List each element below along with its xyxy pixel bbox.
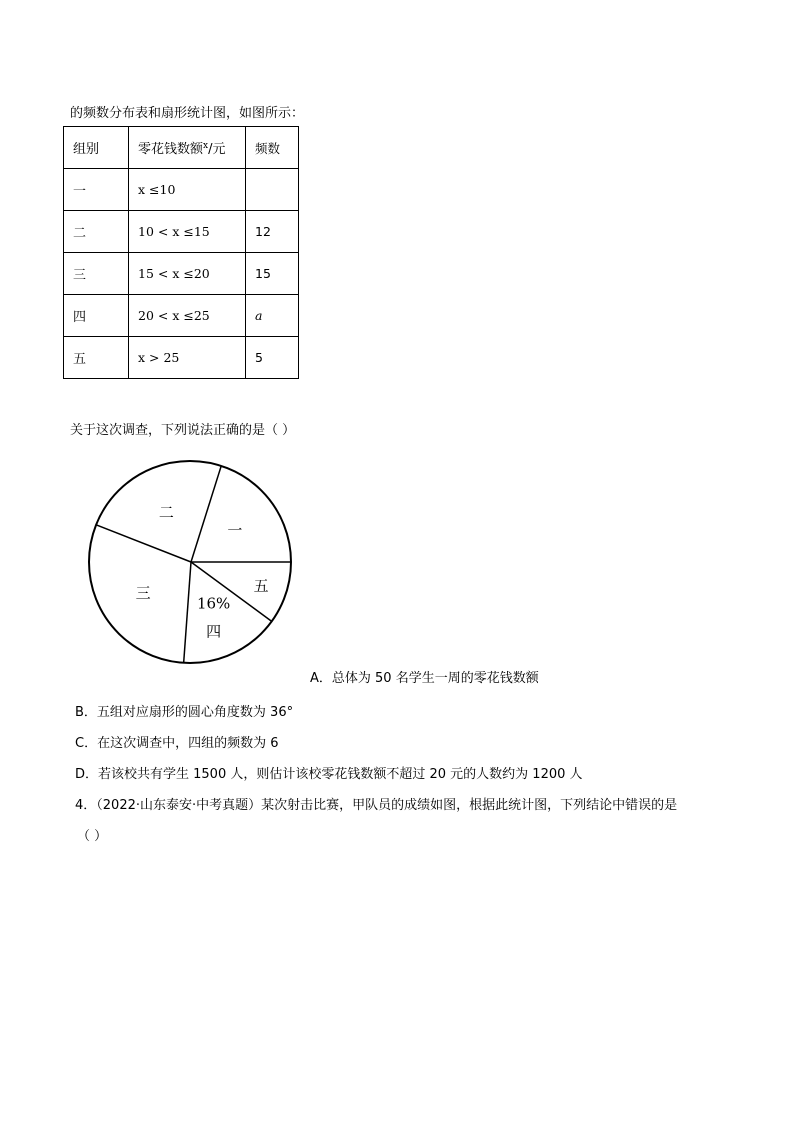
pie-annotation-label: 16% (196, 594, 231, 613)
pie-slice-boundary (184, 562, 191, 663)
pie-slice-label: 一 (227, 521, 243, 540)
intro-text: 的频数分布表和扇形统计图，如图所示： (70, 106, 305, 121)
row-group: 四 (64, 295, 129, 337)
pie-slice-label: 二 (158, 503, 174, 522)
next-question-line1: 4．（2022·山东泰安·中考真题）某次射击比赛，甲队员的成绩如图，根据此统计图，下列结论中错误的是 (75, 798, 678, 813)
row-range: 20 < x ≤25 (129, 295, 246, 337)
row-group: 五 (64, 337, 129, 379)
row-group: 二 (64, 211, 129, 253)
row-freq: 12 (246, 211, 299, 253)
row-freq (246, 169, 299, 211)
pie-slice-label: 三 (135, 583, 151, 602)
header-amount (129, 127, 246, 169)
row-group: 一 (64, 169, 129, 211)
pie-labels (136, 504, 269, 641)
row-range: x > 25 (129, 337, 246, 379)
option-a: A．总体为 50 名学生一周的零花钱数额 (310, 671, 539, 686)
header-freq: 频数 (246, 127, 299, 169)
option-c: C．在这次调查中，四组的频数为 6 (75, 736, 279, 751)
pie-slice-boundary (191, 466, 221, 562)
header-amount-unit: /元 (208, 142, 226, 157)
header-amount-var: x (203, 141, 209, 151)
row-freq: 15 (246, 253, 299, 295)
row-group: 三 (64, 253, 129, 295)
option-d: D．若该校共有学生 1500 人，则估计该校零花钱数额不超过 20 元的人数约为 1200 人 (75, 767, 583, 782)
table-row (64, 253, 299, 295)
table-row (64, 169, 299, 211)
table-header-row (64, 127, 299, 169)
table-row (64, 295, 299, 337)
row-freq: a (246, 295, 299, 337)
pie-slice-label: 五 (253, 577, 269, 596)
table-row (64, 337, 299, 379)
pie-slice-boundary (96, 525, 191, 562)
pie-chart (80, 455, 300, 670)
pie-slice-label: 四 (206, 622, 222, 641)
row-range: x ≤10 (129, 169, 246, 211)
next-question-line2: （ ） (77, 829, 108, 844)
table-row (64, 211, 299, 253)
row-freq: 5 (246, 337, 299, 379)
question-text: 关于这次调查，下列说法正确的是（ ） (70, 423, 296, 438)
header-amount-label: 零花钱数额 (138, 142, 204, 157)
row-range: 10 < x ≤15 (129, 211, 246, 253)
row-range: 15 < x ≤20 (129, 253, 246, 295)
frequency-table (63, 126, 299, 379)
option-b: B．五组对应扇形的圆心角度数为 36° (75, 705, 294, 720)
header-group: 组别 (64, 127, 129, 169)
